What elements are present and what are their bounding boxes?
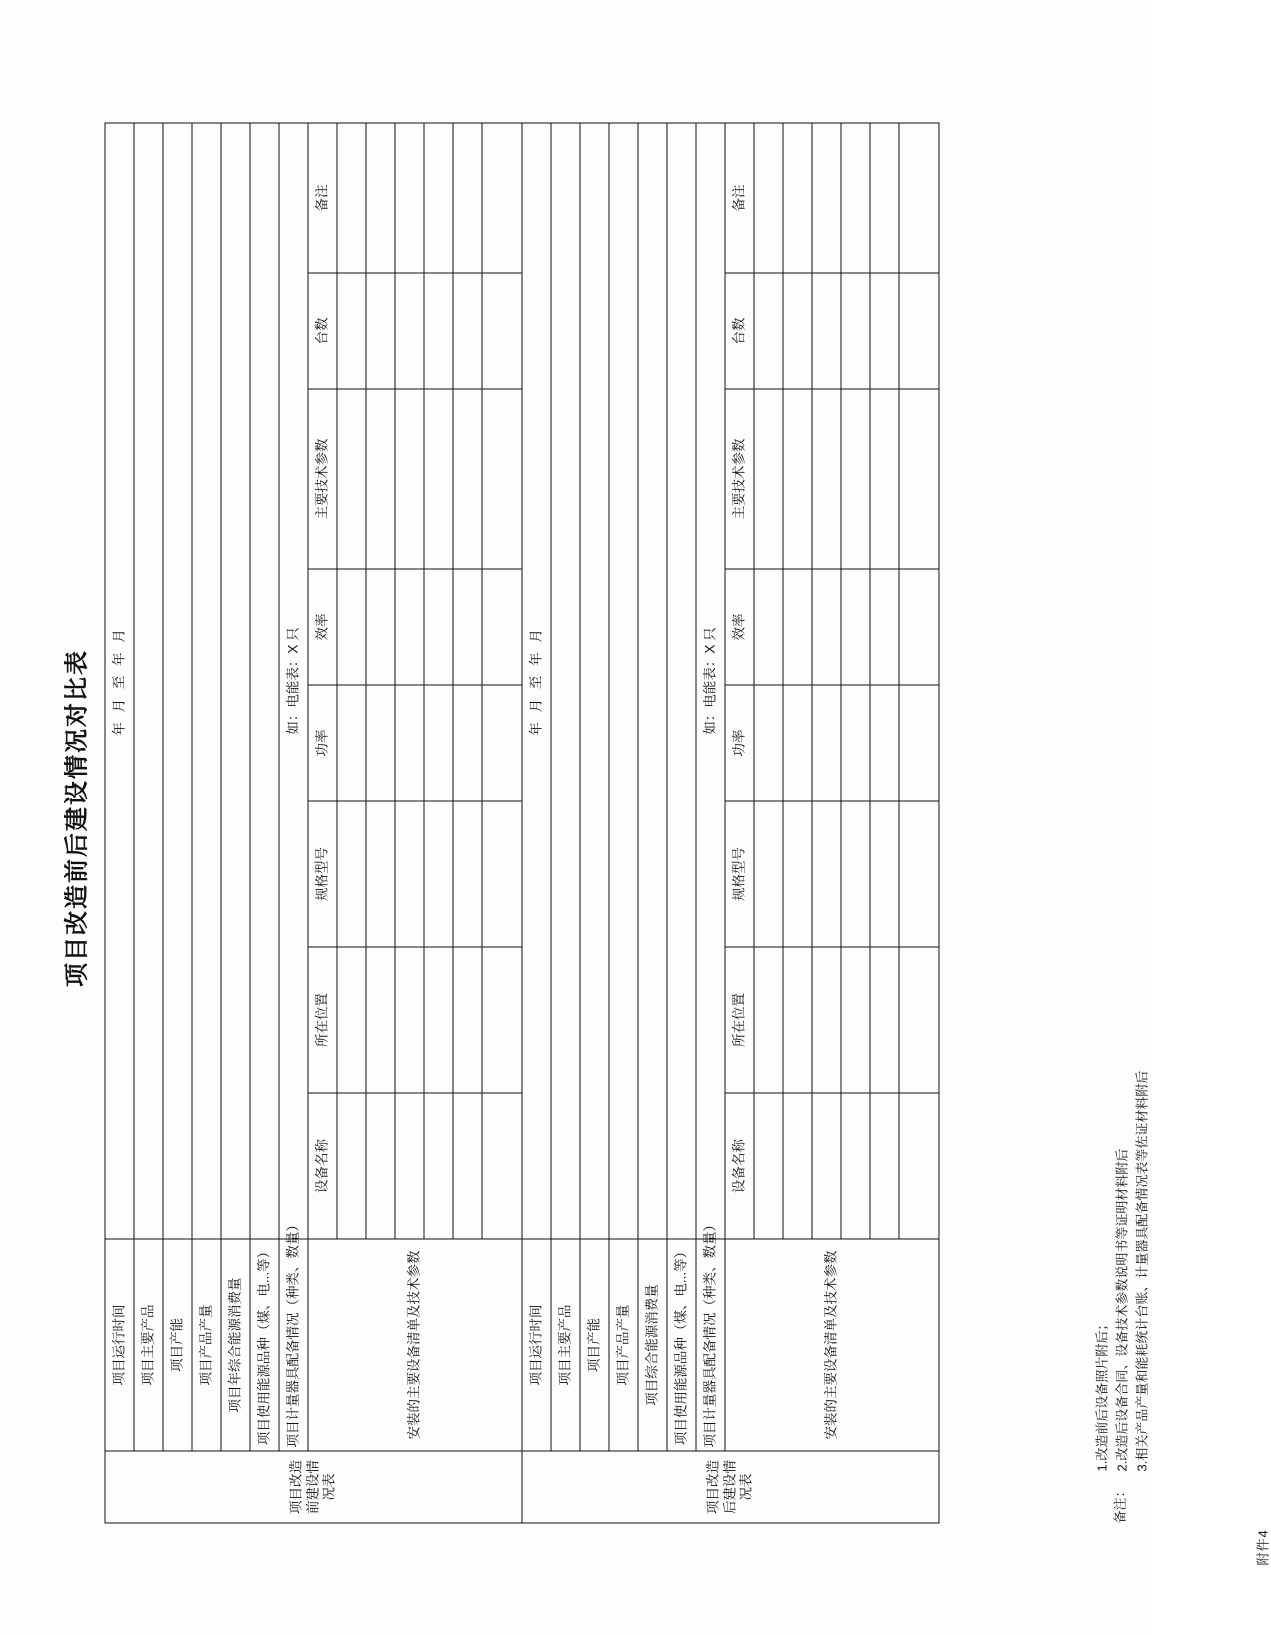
equipment-header-count: 台数 <box>308 273 337 389</box>
table-row <box>551 122 580 1522</box>
row-label-annual-energy: 项目年综合能源消费量 <box>221 1239 250 1451</box>
equipment-cell[interactable] <box>841 947 870 1093</box>
comparison-table-container <box>104 123 939 1523</box>
row-label-annual-energy: 项目综合能源消费量 <box>638 1239 667 1451</box>
equipment-cell[interactable] <box>812 273 841 389</box>
row-label-output: 项目产品产量 <box>609 1239 638 1451</box>
equipment-block-label-before: 安装的主要设备清单及技术参数 <box>308 1239 522 1451</box>
table-row <box>163 122 192 1522</box>
equipment-cell[interactable] <box>783 122 812 272</box>
equipment-cell[interactable] <box>841 1093 870 1239</box>
equipment-cell[interactable] <box>754 389 783 569</box>
equipment-cell[interactable] <box>783 801 812 947</box>
equipment-cell[interactable] <box>366 122 395 272</box>
equipment-cell[interactable] <box>783 273 812 389</box>
equipment-cell[interactable] <box>812 1093 841 1239</box>
equipment-cell[interactable] <box>395 569 424 685</box>
table-row <box>725 122 754 1522</box>
equipment-cell-blank[interactable] <box>899 947 939 1093</box>
row-value-energy-types[interactable] <box>667 122 696 1238</box>
equipment-cell[interactable] <box>337 947 366 1093</box>
equipment-cell[interactable] <box>337 1093 366 1239</box>
equipment-header-efficiency: 效率 <box>308 569 337 685</box>
equipment-header-power: 功率 <box>725 685 754 801</box>
table-row <box>308 122 337 1522</box>
equipment-cell[interactable] <box>337 685 366 801</box>
equipment-header-efficiency: 效率 <box>725 569 754 685</box>
row-label-energy-types: 项目使用能源品种（煤、电...等） <box>250 1239 279 1451</box>
equipment-cell[interactable] <box>424 273 453 389</box>
equipment-cell[interactable] <box>366 569 395 685</box>
section-label-after: 项目改造后建设情况表 <box>522 1451 939 1523</box>
row-value-energy-types[interactable] <box>250 122 279 1238</box>
equipment-cell[interactable] <box>395 685 424 801</box>
equipment-cell[interactable] <box>395 1093 424 1239</box>
row-value-metering[interactable]: 如：电能表：X 只 <box>696 122 725 1238</box>
equipment-cell[interactable] <box>783 389 812 569</box>
table-row <box>221 122 250 1522</box>
row-label-run-time: 项目运行时间 <box>522 1239 551 1451</box>
equipment-cell-blank[interactable] <box>482 122 522 272</box>
equipment-header-parameters: 主要技术参数 <box>308 389 337 569</box>
row-value-output[interactable] <box>609 122 638 1238</box>
equipment-cell[interactable] <box>870 1093 899 1239</box>
equipment-cell[interactable] <box>783 1093 812 1239</box>
equipment-cell[interactable] <box>754 273 783 389</box>
equipment-cell[interactable] <box>841 569 870 685</box>
equipment-cell[interactable] <box>841 273 870 389</box>
section-label-before: 项目改造前建设情况表 <box>105 1451 522 1523</box>
equipment-cell-blank[interactable] <box>899 569 939 685</box>
row-value-capacity[interactable] <box>163 122 192 1238</box>
equipment-cell[interactable] <box>366 801 395 947</box>
footnotes-label: 备注： <box>1112 1483 1127 1523</box>
equipment-cell-blank[interactable] <box>899 122 939 272</box>
equipment-cell-blank[interactable] <box>482 569 522 685</box>
row-value-output[interactable] <box>192 122 221 1238</box>
equipment-header-count: 台数 <box>725 273 754 389</box>
row-value-capacity[interactable] <box>580 122 609 1238</box>
equipment-cell[interactable] <box>783 685 812 801</box>
equipment-cell[interactable] <box>395 273 424 389</box>
equipment-cell[interactable] <box>453 1093 482 1239</box>
equipment-cell-blank[interactable] <box>899 1093 939 1239</box>
table-row <box>192 122 221 1522</box>
equipment-cell[interactable] <box>783 947 812 1093</box>
equipment-cell[interactable] <box>812 569 841 685</box>
equipment-cell-blank[interactable] <box>899 273 939 389</box>
equipment-cell[interactable] <box>870 273 899 389</box>
row-label-metering: 项目计量器具配备情况（种类、数量） <box>696 1239 725 1451</box>
row-label-energy-types: 项目使用能源品种（煤、电...等） <box>667 1239 696 1451</box>
table-row <box>638 122 667 1522</box>
equipment-cell[interactable] <box>453 685 482 801</box>
equipment-cell[interactable] <box>424 122 453 272</box>
equipment-cell[interactable] <box>453 122 482 272</box>
row-label-metering: 项目计量器具配备情况（种类、数量） <box>279 1239 308 1451</box>
equipment-cell[interactable] <box>366 947 395 1093</box>
row-value-annual-energy[interactable] <box>221 122 250 1238</box>
equipment-cell[interactable] <box>754 685 783 801</box>
equipment-cell[interactable] <box>366 389 395 569</box>
table-row <box>667 122 696 1522</box>
table-row <box>609 122 638 1522</box>
equipment-cell-blank[interactable] <box>899 801 939 947</box>
equipment-cell[interactable] <box>870 685 899 801</box>
equipment-cell[interactable] <box>812 389 841 569</box>
equipment-block-label-after: 安装的主要设备清单及技术参数 <box>725 1239 939 1451</box>
table-row <box>279 122 308 1522</box>
equipment-cell[interactable] <box>754 947 783 1093</box>
equipment-cell[interactable] <box>812 947 841 1093</box>
equipment-cell[interactable] <box>453 947 482 1093</box>
equipment-cell[interactable] <box>453 569 482 685</box>
table-row <box>105 122 134 1522</box>
equipment-cell-blank[interactable] <box>482 947 522 1093</box>
equipment-cell[interactable] <box>812 122 841 272</box>
equipment-cell[interactable] <box>337 569 366 685</box>
equipment-cell-blank[interactable] <box>482 685 522 801</box>
row-label-capacity: 项目产能 <box>580 1239 609 1451</box>
equipment-cell[interactable] <box>754 569 783 685</box>
equipment-cell[interactable] <box>366 273 395 389</box>
attachment-label: 附件4 <box>1255 1528 1270 1565</box>
equipment-cell[interactable] <box>453 273 482 389</box>
equipment-cell-blank[interactable] <box>482 273 522 389</box>
equipment-cell[interactable] <box>424 1093 453 1239</box>
equipment-cell[interactable] <box>870 569 899 685</box>
table-row <box>250 122 279 1522</box>
equipment-header-model: 规格型号 <box>308 801 337 947</box>
row-value-annual-energy[interactable] <box>638 122 667 1238</box>
equipment-cell[interactable] <box>754 122 783 272</box>
equipment-header-location: 所在位置 <box>308 947 337 1093</box>
equipment-cell[interactable] <box>783 569 812 685</box>
row-label-main-product: 项目主要产品 <box>551 1239 580 1451</box>
page-title: 项目改造前后建设情况对比表 <box>63 648 90 987</box>
equipment-cell[interactable] <box>841 685 870 801</box>
row-value-main-product[interactable] <box>551 122 580 1238</box>
table-row <box>696 122 725 1522</box>
equipment-cell[interactable] <box>366 1093 395 1239</box>
equipment-cell[interactable] <box>337 273 366 389</box>
equipment-cell[interactable] <box>841 122 870 272</box>
table-row <box>134 122 163 1522</box>
comparison-table <box>104 122 939 1523</box>
equipment-cell[interactable] <box>870 801 899 947</box>
equipment-cell[interactable] <box>453 389 482 569</box>
row-label-run-time: 项目运行时间 <box>105 1239 134 1451</box>
row-label-main-product: 项目主要产品 <box>134 1239 163 1451</box>
equipment-cell[interactable] <box>395 947 424 1093</box>
equipment-cell[interactable] <box>395 801 424 947</box>
row-value-metering[interactable]: 如：电能表：X 只 <box>279 122 308 1238</box>
equipment-cell[interactable] <box>453 801 482 947</box>
equipment-cell[interactable] <box>424 389 453 569</box>
equipment-cell[interactable] <box>424 947 453 1093</box>
equipment-cell[interactable] <box>754 1093 783 1239</box>
equipment-cell[interactable] <box>841 389 870 569</box>
equipment-cell[interactable] <box>366 685 395 801</box>
footnote-item: 1.改造前后设备照片附后； <box>1094 1317 1109 1471</box>
row-value-run-time[interactable]: 年 月 至 年 月 <box>522 122 551 1238</box>
row-label-capacity: 项目产能 <box>163 1239 192 1451</box>
footnote-item: 2.改造后设备合同、设备技术参数说明书等证明材料附后 <box>1114 1148 1130 1471</box>
row-label-output: 项目产品产量 <box>192 1239 221 1451</box>
equipment-cell[interactable] <box>841 801 870 947</box>
footnotes <box>1092 1070 1152 1523</box>
row-value-main-product[interactable] <box>134 122 163 1238</box>
table-row <box>522 122 551 1522</box>
equipment-header-power: 功率 <box>308 685 337 801</box>
row-value-run-time[interactable]: 年 月 至 年 月 <box>105 122 134 1238</box>
equipment-cell-blank[interactable] <box>482 801 522 947</box>
equipment-header-parameters: 主要技术参数 <box>725 389 754 569</box>
equipment-cell[interactable] <box>754 801 783 947</box>
equipment-cell[interactable] <box>870 122 899 272</box>
equipment-cell[interactable] <box>812 801 841 947</box>
equipment-cell[interactable] <box>337 122 366 272</box>
equipment-header-model: 规格型号 <box>725 801 754 947</box>
equipment-cell-blank[interactable] <box>482 389 522 569</box>
table-row <box>580 122 609 1522</box>
equipment-header-name: 设备名称 <box>308 1093 337 1239</box>
equipment-cell-blank[interactable] <box>899 685 939 801</box>
equipment-cell[interactable] <box>424 801 453 947</box>
equipment-cell[interactable] <box>870 389 899 569</box>
footnote-item: 3.相关产品产量和能耗统计台账、计量器具配备情况表等佐证材料附后 <box>1134 1070 1150 1471</box>
equipment-cell[interactable] <box>395 122 424 272</box>
equipment-header-name: 设备名称 <box>725 1093 754 1239</box>
equipment-cell[interactable] <box>424 685 453 801</box>
equipment-cell[interactable] <box>870 947 899 1093</box>
equipment-cell-blank[interactable] <box>899 389 939 569</box>
equipment-cell[interactable] <box>395 389 424 569</box>
equipment-cell-blank[interactable] <box>482 1093 522 1239</box>
equipment-header-location: 所在位置 <box>725 947 754 1093</box>
equipment-cell[interactable] <box>812 685 841 801</box>
equipment-cell[interactable] <box>337 801 366 947</box>
equipment-header-remark: 备注 <box>308 122 337 272</box>
equipment-cell[interactable] <box>337 389 366 569</box>
equipment-header-remark: 备注 <box>725 122 754 272</box>
equipment-cell[interactable] <box>424 569 453 685</box>
